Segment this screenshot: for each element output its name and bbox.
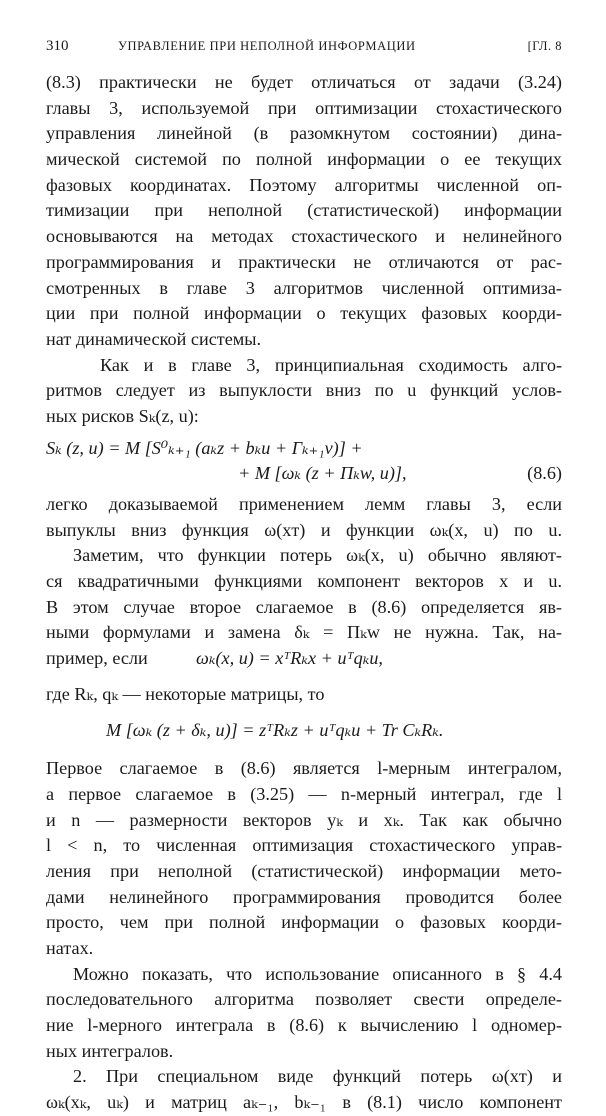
text-line: основываются на методах стохастического и нелинейного (46, 226, 562, 247)
text-line: управления линейной (в разомкнутом состоянии) дина- (46, 123, 562, 144)
equation-expectation (46, 718, 562, 744)
text-line: программирования и практически не отличаются от рас- (46, 251, 562, 272)
equation-omega (46, 646, 562, 672)
chapter-label: [ГЛ. 8 (527, 39, 562, 53)
equation-number: (8.6) (527, 463, 562, 484)
paragraph-2 (46, 353, 562, 430)
text-line: тимизации при неполной (статистической) информации (46, 200, 562, 221)
equation-line: ωₖ(x, u) = xᵀRₖx + uᵀqₖu, (196, 648, 383, 669)
text-line: где Rₖ, qₖ — некоторые матрицы, то (46, 683, 325, 704)
text-line: ние l-мерного интеграла в (8.6) к вычислению l одномер- (46, 1015, 562, 1036)
text-line: Заметим, что функции потерь ωₖ(x, u) обычно являют- (73, 545, 562, 566)
text-line: l < n, то численная оптимизация стохастического управ- (46, 835, 562, 856)
equation-line: + M [ωₖ (z + Πₖw, u)], (238, 463, 407, 484)
text-line: ритмов следует из выпуклости вниз по u функций услов- (46, 380, 562, 401)
text-line: пример, если (46, 648, 148, 669)
text-line: дами нелинейного программирования проводится более (46, 886, 562, 907)
text-line: смотренных в главе 3 алгоритмов численной оптимиза- (46, 277, 562, 298)
text-line: главы 3, используемой при оптимизации стохастического (46, 97, 562, 118)
text-line: нат динамической системы. (46, 328, 262, 349)
text-line: а первое слагаемое в (3.25) — n-мерный интеграл, где l (46, 783, 562, 804)
text-line: ωₖ(xₖ, uₖ) и матриц aₖ₋₁, bₖ₋₁ в (8.1) число компонент (46, 1092, 562, 1113)
paragraph-8 (46, 1064, 562, 1115)
text-line: ными формулами и замена δₖ = Πₖw не нужна. Так, на- (46, 622, 562, 643)
text-line: ления при неполной (статистической) информации мето- (46, 860, 562, 881)
paragraph-3 (46, 492, 562, 543)
text-line: натах. (46, 938, 94, 958)
equation-line: Sₖ (z, u) = M [S⁰ₖ₊₁ (aₖz + bₖu + Γₖ₊₁v)] + (46, 437, 363, 458)
text-line: ных рисков Sₖ(z, u): (46, 405, 199, 426)
text-line: выпуклы вниз функция ω(xᴛ) и функции ωₖ(x, u) по u. (46, 519, 562, 540)
text-line: просто, чем при полной информации о фазовых коорди- (46, 912, 562, 933)
text-line: последовательного алгоритма позволяет свести определе- (46, 989, 562, 1010)
text-line: и n — размерности векторов yₖ и xₖ. Так как обычно (46, 809, 562, 830)
text-line: Как и в главе 3, принципиальная сходимость алго- (100, 354, 562, 375)
equation-line: M [ωₖ (z + δₖ, u)] = zᵀRₖz + uᵀqₖu + Tr CₖRₖ. (106, 719, 444, 740)
text-line: 2. При специальном виде функций потерь ω(xᴛ) и (73, 1066, 562, 1087)
text-line: ся квадратичными функциями компонент векторов x и u. (46, 571, 562, 592)
text-line: ции при полной информации о текущих фазовых коорди- (46, 303, 562, 324)
text-line: Можно показать, что использование описанного в § 4.4 (73, 963, 562, 984)
page-body (46, 70, 562, 1116)
text-line: легко доказываемой применением лемм главы 3, если (46, 494, 562, 514)
running-title: УПРАВЛЕНИЕ ПРИ НЕПОЛНОЙ ИНФОРМАЦИИ (118, 39, 416, 53)
text-line: Первое слагаемое в (8.6) является l-мерным интегралом, (46, 758, 562, 779)
running-header (46, 38, 562, 60)
paragraph-7 (46, 962, 562, 1065)
text-line: фазовых координатах. Поэтому алгоритмы численной оп- (46, 174, 562, 195)
paragraph-5 (46, 682, 562, 708)
paragraph-1 (46, 70, 562, 353)
text-line: ных интегралов. (46, 1040, 174, 1061)
text-line: В этом случае второе слагаемое в (8.6) определяется яв- (46, 596, 562, 617)
equation-8-6 (46, 436, 562, 487)
page-number: 310 (46, 38, 69, 54)
text-line: (8.3) практически не будет отличаться от задачи (3.24) (46, 72, 562, 92)
text-line: мической системой по полной информации о ее текущих (46, 149, 562, 170)
paragraph-6 (46, 756, 562, 962)
